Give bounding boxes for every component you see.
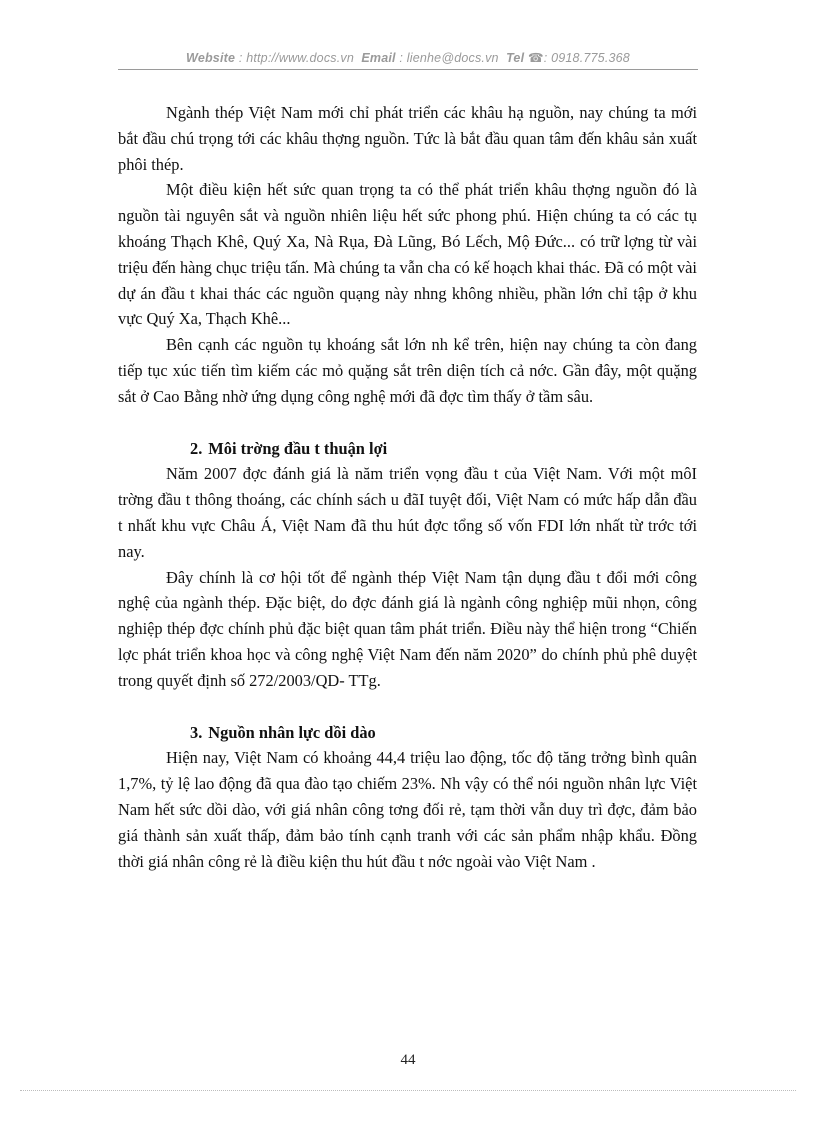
email-address: : lienhe@docs.vn: [399, 51, 499, 65]
section-3-heading: [118, 720, 697, 746]
document-body: [118, 100, 697, 874]
paragraph-intro-1: Ngành thép Việt Nam mới chỉ phát triển các khâu hạ nguồn, nay chúng ta mới bắt đầu chú trọng tới các khâu thợng nguồn. Tức là bắt đầu quan tâm đến khâu sản xuất phôi thép.: [118, 103, 697, 174]
section-3-number: 3.: [190, 722, 203, 742]
footer-divider: [20, 1090, 796, 1091]
phone-icon: ☎: [527, 51, 544, 65]
section-3-title: Nguồn nhân lực dồi dào: [208, 722, 376, 742]
section-2-paragraph-1: Năm 2007 đợc đánh giá là năm triển vọng đầu t của Việt Nam. Với một môI trờng đầu t thông thoáng, các chính sách u đãI tuyệt đối, Việt Nam có mức hấp dẫn đầu t nhất khu vực Châu Á, Việt Nam đã thu hút đợc tổng số vốn FDI lớn nhất từ trớc tới nay.: [118, 464, 697, 561]
paragraph-intro-3: Bên cạnh các nguồn tụ khoáng sắt lớn nh kể trên, hiện nay chúng ta còn đang tiếp tục xúc tiến tìm kiếm các mỏ quặng sắt trên diện tích cả nớc. Gần đây, một quặng sắt ở Cao Bằng nhờ ứng dụng công nghệ mới đã đợc tìm thấy ở tầm sâu.: [118, 335, 697, 406]
header-divider: [118, 69, 698, 70]
section-3-paragraph-1: Hiện nay, Việt Nam có khoảng 44,4 triệu lao động, tốc độ tăng trởng bình quân 1,7%, tỷ lệ lao động đã qua đào tạo chiếm 23%. Nh vậy có thể nói nguồn nhân lực Việt Nam hết sức dồi dào, với giá nhân công tơng đối rẻ, tạm thời vẫn duy trì đợc, đảm bảo giá thành sản xuất thấp, đảm bảo tính cạnh tranh với các sản phẩm nhập khẩu. Đồng thời giá nhân công rẻ là điều kiện thu hút đầu t nớc ngoài vào Việt Nam .: [118, 748, 697, 871]
website-url: : http://www.docs.vn: [238, 51, 355, 65]
tel-label: Tel: [506, 51, 525, 65]
section-2-number: 2.: [190, 438, 203, 458]
website-label: Website: [186, 51, 236, 65]
paragraph-intro-2: Một điều kiện hết sức quan trọng ta có thể phát triển khâu thợng nguồn đó là nguồn tài nguyên sắt và nguồn nhiên liệu hết sức phong phú. Hiện chúng ta có các tụ khoáng Thạch Khê, Quý Xa, Nà Rụa, Đà Lũng, Bó Lếch, Mộ Đức... có trữ lợng từ vài triệu đến hàng chục triệu tấn. Mà chúng ta vẫn cha có kế hoạch khai thác. Đã có một vài dự án đầu t khai thác các nguồn quạng này nhng không nhiều, phần lớn chỉ tập ở khu vực Quý Xa, Thạch Khê...: [118, 180, 697, 329]
tel-number: : 0918.775.368: [543, 51, 630, 65]
section-2-title: Môi trờng đầu t thuận lợi: [208, 438, 388, 458]
email-label: Email: [361, 51, 396, 65]
page-number: 44: [400, 1052, 416, 1068]
section-2-paragraph-2: Đây chính là cơ hội tốt để ngành thép Việt Nam tận dụng đầu t đổi mới công nghệ của ngành thép. Đặc biệt, do đợc đánh giá là ngành công nghiệp mũi nhọn, công nghiệp thép đợc chính phủ đặc biệt quan tâm phát triển. Điều này thể hiện trong “Chiến lợc phát triển khoa học và công nghệ Việt Nam đến năm 2020” do chính phủ phê duyệt trong quyết định số 272/2003/QD- TTg.: [118, 567, 697, 690]
section-2-heading: [118, 436, 697, 462]
page-header: [0, 50, 816, 65]
